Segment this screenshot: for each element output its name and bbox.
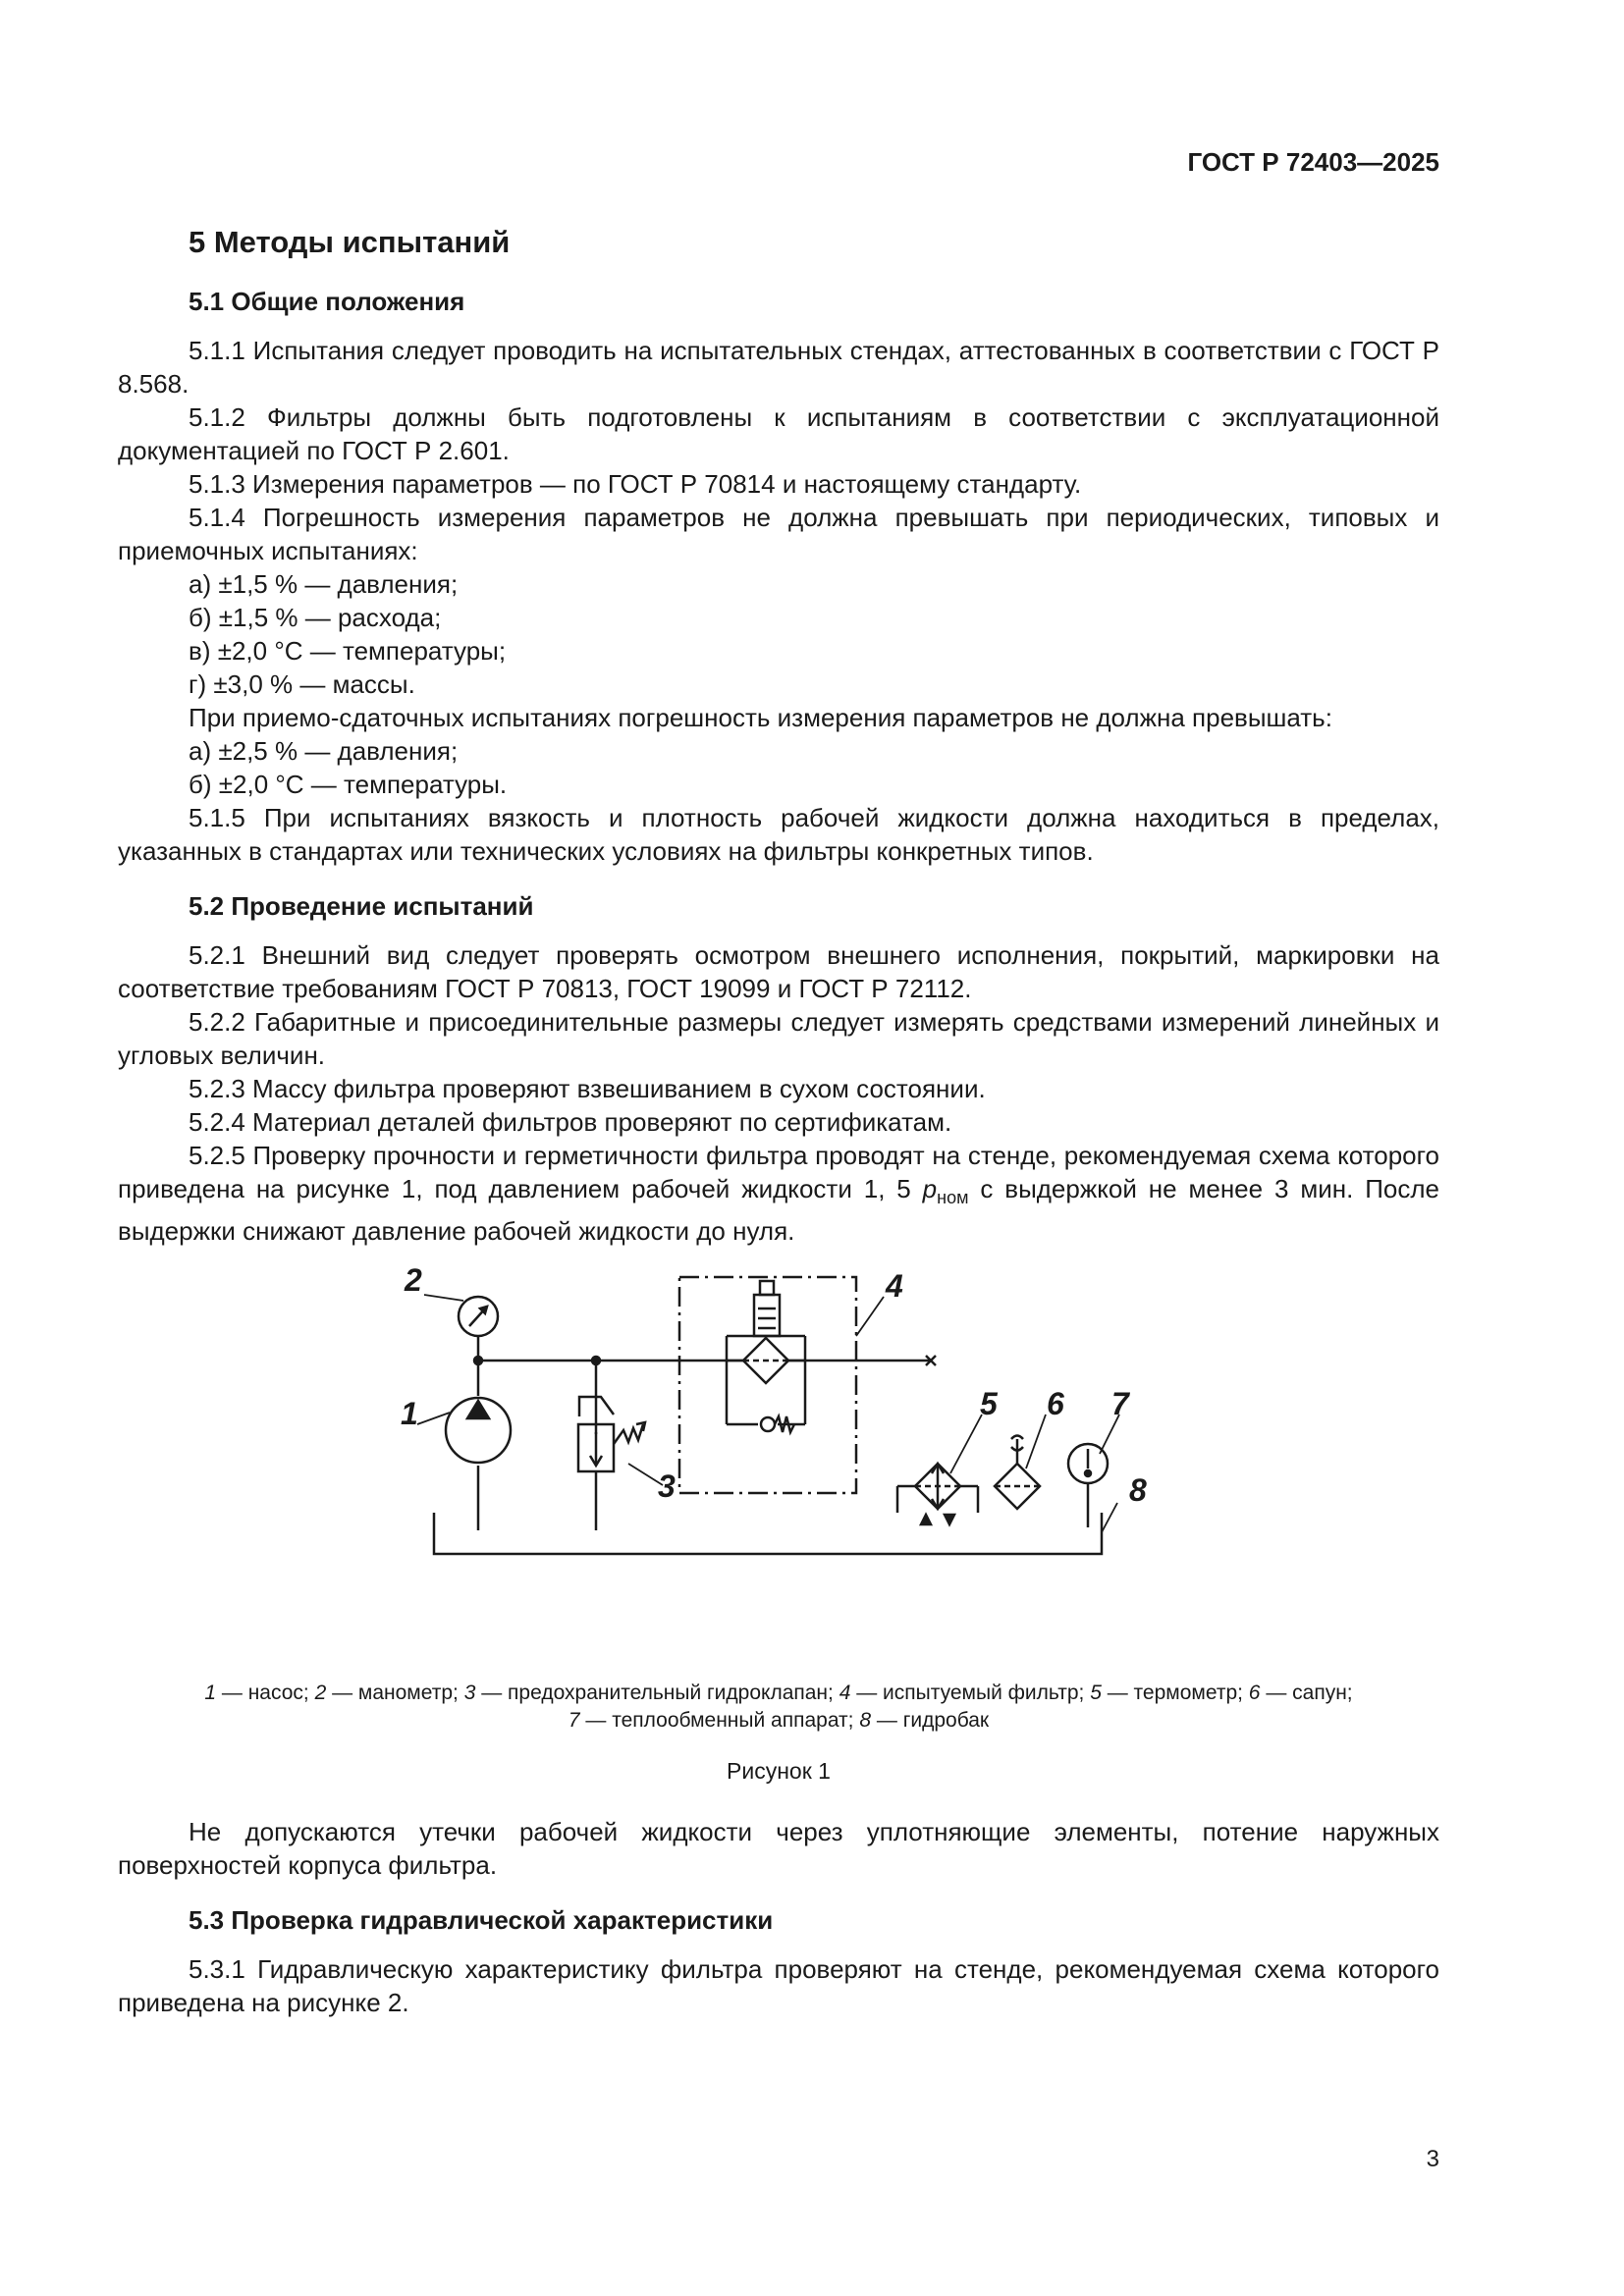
- paragraph-5-1-5: 5.1.5 При испытаниях вязкость и плотность рабочей жидкости должна находиться в пределах, указанных в стандартах или технических условиях на фильтры конкретных типов.: [118, 803, 1439, 866]
- junction-node: [592, 1357, 600, 1364]
- legend-text: — гидробак: [871, 1709, 990, 1733]
- hydraulic-scheme-diagram: [118, 1267, 1439, 1680]
- paragraph-5-2-4: 5.2.4 Материал деталей фильтров проверяют по сертификатам.: [189, 1107, 952, 1137]
- leader-lines: [417, 1295, 1119, 1532]
- legend-text: — теплообменный аппарат;: [579, 1709, 860, 1733]
- tank-symbol: [434, 1513, 1102, 1554]
- breather-symbol: [995, 1436, 1040, 1510]
- legend-text: — манометр;: [326, 1682, 464, 1705]
- figure-1-legend: [118, 1680, 1439, 1735]
- paragraph-5-2-5-text-b: с выдержкой не менее 3 мин. После выдержки снижают давление рабочей жидкости до нуля.: [118, 1174, 1439, 1247]
- junction-node: [474, 1357, 482, 1364]
- diagram-label-6: 6: [1047, 1386, 1064, 1422]
- diagram-label-7: 7: [1111, 1386, 1129, 1422]
- list-item: г) ±3,0 % — массы.: [189, 669, 415, 699]
- paragraph-5-2-5-text-a: 5.2.5 Проверку прочности и герметичности фильтра проводят на стенде, рекомендуемая схема которого приведена на рисунке 1, под давлением рабочей жидкости 1, 5: [118, 1141, 1439, 1203]
- legend-text: — испытуемый фильтр;: [850, 1682, 1091, 1705]
- subsection-title-5-1: 5.1 Общие положения: [189, 287, 465, 316]
- subsection-title-5-3: 5.3 Проверка гидравлической характеристики: [189, 1905, 774, 1936]
- paragraph-5-2-5: [118, 1139, 1439, 1248]
- section-title: 5 Методы испытаний: [189, 225, 511, 259]
- legend-num: 6: [1248, 1682, 1261, 1705]
- legend-text: — предохранительный гидроклапан;: [475, 1682, 839, 1705]
- list-item: б) ±1,5 % — расхода;: [189, 603, 442, 632]
- test-filter-symbol: [727, 1281, 805, 1432]
- diagram-label-4: 4: [886, 1268, 903, 1305]
- list-item: а) ±2,5 % — давления;: [189, 736, 459, 766]
- paragraph-5-2-2: 5.2.2 Габаритные и присоединительные размеры следует измерять средствами измерений линейных и угловых величин.: [118, 1007, 1439, 1070]
- legend-num: 7: [568, 1709, 580, 1733]
- paragraph-5-3-1: 5.3.1 Гидравлическую характеристику фильтра проверяют на стенде, рекомендуемая схема которого приведена на рисунке 2.: [118, 1954, 1439, 2018]
- manometer-symbol: [459, 1297, 498, 1336]
- pressure-subscript: ном: [937, 1188, 969, 1208]
- legend-text: — сапун;: [1260, 1682, 1353, 1705]
- legend-num: 3: [463, 1682, 476, 1705]
- figure-1: [118, 1267, 1439, 1680]
- paragraph-5-1-3: 5.1.3 Измерения параметров — по ГОСТ Р 70814 и настоящему стандарту.: [189, 469, 1082, 499]
- legend-text: — насос;: [216, 1682, 315, 1705]
- paragraph-leak-note: Не допускаются утечки рабочей жидкости через уплотняющие элементы, потение наружных поверхностей корпуса фильтра.: [118, 1817, 1439, 1881]
- figure-1-title: Рисунок 1: [727, 1758, 831, 1785]
- paragraph-5-2-1: 5.2.1 Внешний вид следует проверять осмотром внешнего исполнения, покрытий, маркировки на соответствие требованиям ГОСТ Р 70813, ГОСТ 19099 и ГОСТ Р 72112.: [118, 940, 1439, 1003]
- relief-valve-symbol: [578, 1397, 645, 1471]
- pressure-symbol: p: [922, 1174, 938, 1203]
- legend-num: 8: [859, 1709, 872, 1733]
- diagram-label-5: 5: [980, 1386, 998, 1422]
- legend-num: 2: [314, 1682, 327, 1705]
- legend-num: 1: [204, 1682, 217, 1705]
- paragraph-5-1-4: 5.1.4 Погрешность измерения параметров не должна превышать при периодических, типовых и приемочных испытаниях:: [118, 503, 1439, 565]
- page-content: [118, 218, 1439, 2019]
- legend-text: — термометр;: [1101, 1682, 1249, 1705]
- subsection-title-5-2: 5.2 Проведение испытаний: [189, 891, 534, 921]
- thermometer-symbol: [897, 1464, 978, 1524]
- standard-header: ГОСТ Р 72403—2025: [1187, 147, 1439, 177]
- pump-symbol: [446, 1398, 511, 1463]
- paragraph-5-2-3: 5.2.3 Массу фильтра проверяют взвешиванием в сухом состоянии.: [189, 1074, 986, 1103]
- list-item: б) ±2,0 °С — температуры.: [189, 770, 508, 799]
- paragraph-5-1-4-b: При приемо-сдаточных испытаниях погрешность измерения параметров не должна превышать:: [189, 703, 1332, 732]
- diagram-label-1: 1: [401, 1396, 418, 1432]
- diagram-label-3: 3: [658, 1468, 676, 1505]
- diagram-labels: [401, 1267, 1147, 1508]
- legend-num: 5: [1090, 1682, 1102, 1705]
- paragraph-5-1-2: 5.1.2 Фильтры должны быть подготовлены к испытаниям в соответствии с эксплуатационной документацией по ГОСТ Р 2.601.: [118, 402, 1439, 465]
- list-item: в) ±2,0 °С — температуры;: [189, 636, 507, 666]
- list-item: а) ±1,5 % — давления;: [189, 569, 459, 599]
- paragraph-5-1-1: 5.1.1 Испытания следует проводить на испытательных стендах, аттестованных в соответствии с ГОСТ Р 8.568.: [118, 336, 1439, 399]
- diagram-label-2: 2: [405, 1267, 422, 1299]
- page-number: 3: [1426, 2146, 1439, 2172]
- legend-num: 4: [839, 1682, 851, 1705]
- diagram-label-8: 8: [1129, 1472, 1147, 1509]
